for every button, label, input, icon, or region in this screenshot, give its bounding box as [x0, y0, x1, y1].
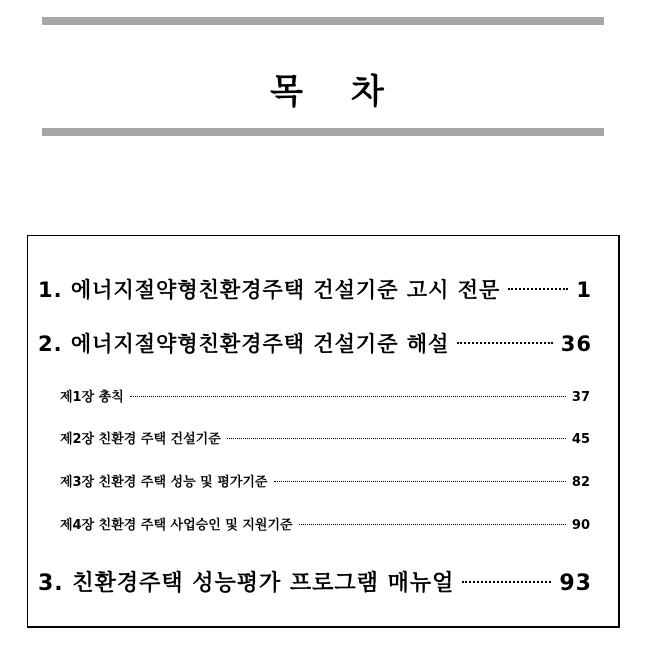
- toc-leader-dots: [227, 438, 566, 439]
- title-char-2: 차: [351, 72, 388, 112]
- toc-entry-section-2[interactable]: [38, 328, 592, 358]
- title-char-1: 목: [270, 72, 307, 112]
- toc-entry-page: 45: [571, 432, 590, 447]
- toc-entry-chapter-1[interactable]: [60, 386, 590, 405]
- toc-entry-page: 37: [571, 390, 590, 405]
- toc-entry-label: 1. 에너지절약형친환경주택 건설기준 고시 전문: [38, 278, 501, 302]
- toc-leader-dots: [508, 288, 568, 290]
- toc-entry-section-3[interactable]: [38, 566, 592, 597]
- toc-entry-label: 제1장 총칙: [60, 390, 124, 405]
- page-title: [0, 72, 658, 112]
- toc-leader-dots: [457, 342, 552, 344]
- toc-entry-label: 제2장 친환경 주택 건설기준: [60, 432, 221, 447]
- toc-entry-chapter-2[interactable]: [60, 428, 590, 447]
- top-divider-bar: [42, 17, 604, 25]
- toc-entry-page: 93: [559, 571, 592, 596]
- toc-entry-label: 3. 친환경주택 성능평가 프로그램 매뉴얼: [38, 571, 455, 596]
- toc-entry-label: 제4장 친환경 주택 사업승인 및 지원기준: [60, 518, 293, 533]
- toc-entry-label: 제3장 친환경 주택 성능 및 평가기준: [60, 475, 268, 490]
- toc-entry-page: 36: [560, 332, 592, 356]
- toc-entry-chapter-4[interactable]: [60, 514, 590, 533]
- bottom-divider-bar: [42, 128, 604, 136]
- toc-leader-dots: [462, 581, 551, 583]
- toc-entry-page: 1: [576, 278, 592, 302]
- toc-leader-dots: [274, 481, 566, 482]
- toc-entry-section-1[interactable]: [38, 274, 592, 304]
- toc-leader-dots: [130, 396, 566, 397]
- toc-entry-page: 90: [571, 518, 590, 533]
- table-of-contents: [27, 235, 620, 628]
- toc-entry-page: 82: [571, 475, 590, 490]
- toc-entry-chapter-3[interactable]: [60, 471, 590, 490]
- toc-entry-label: 2. 에너지절약형친환경주택 건설기준 해설: [38, 332, 450, 356]
- toc-leader-dots: [299, 524, 566, 525]
